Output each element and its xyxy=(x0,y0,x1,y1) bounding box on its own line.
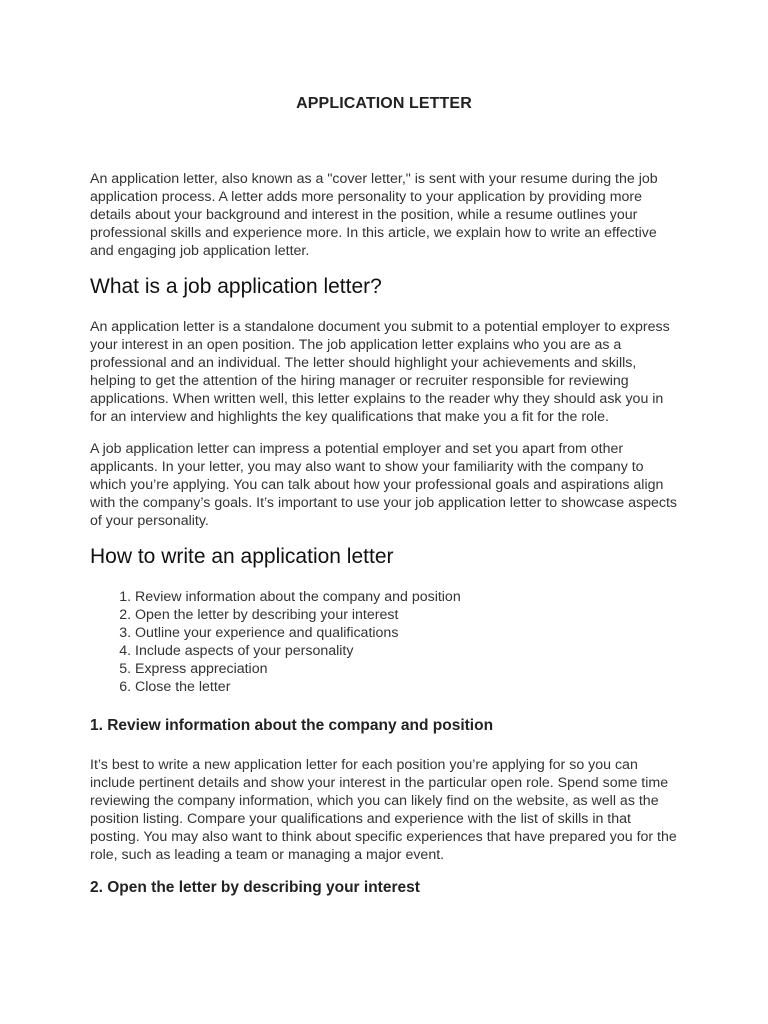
what-is-paragraph-2: A job application letter can impress a potential employer and set you apart from other applicants. In your letter, you may also want to show your familiarity with the company to which you’re applying. You can talk about how your professional goals and aspirations align with the company’s goals. It’s important to use your job application letter to showcase aspects of your personality. xyxy=(90,441,677,529)
steps-list xyxy=(90,588,678,696)
what-is-paragraph-1: An application letter is a standalone document you submit to a potential employer to express your interest in an open position. The job application letter explains who you are as a professional and an individual. The letter should highlight your achievements and skills, helping to get the attention of the hiring manager or recruiter responsible for reviewing applications. When written well, this letter explains to the reader why they should ask you in for an interview and highlights the key qualifications that make you a fit for the role. xyxy=(90,319,670,425)
list-item: 1. Review information about the company and position xyxy=(135,588,678,606)
section-heading-what-is: What is a job application letter? xyxy=(90,275,382,298)
list-item: 2. Open the letter by describing your interest xyxy=(135,606,678,624)
subheading-open-letter: 2. Open the letter by describing your interest xyxy=(90,879,420,896)
subheading-review-info: 1. Review information about the company and position xyxy=(90,717,494,734)
list-item: 5. Express appreciation xyxy=(135,660,678,678)
document-title: APPLICATION LETTER xyxy=(296,95,472,112)
section-heading-how-to: How to write an application letter xyxy=(90,545,394,568)
list-item: 3. Outline your experience and qualifications xyxy=(135,624,678,642)
list-item: 6. Close the letter xyxy=(135,678,678,696)
review-info-paragraph: It’s best to write a new application letter for each position you’re applying for so you can include pertinent details and show your interest in the particular open role. Spend some time reviewing the company information, which you can likely find on the website, as well as the position listing. Compare your qualifications and experience with the list of skills in that posting. You may also want to think about specific experiences that have prepared you for the role, such as leading a team or managing a major event. xyxy=(90,757,677,863)
intro-paragraph: An application letter, also known as a "cover letter," is sent with your resume during the job application process. A letter adds more personality to your application by providing more details about your background and interest in the position, while a resume outlines your professional skills and experience more. In this article, we explain how to write an effective and engaging job application letter. xyxy=(90,171,658,259)
list-item: 4. Include aspects of your personality xyxy=(135,642,678,660)
